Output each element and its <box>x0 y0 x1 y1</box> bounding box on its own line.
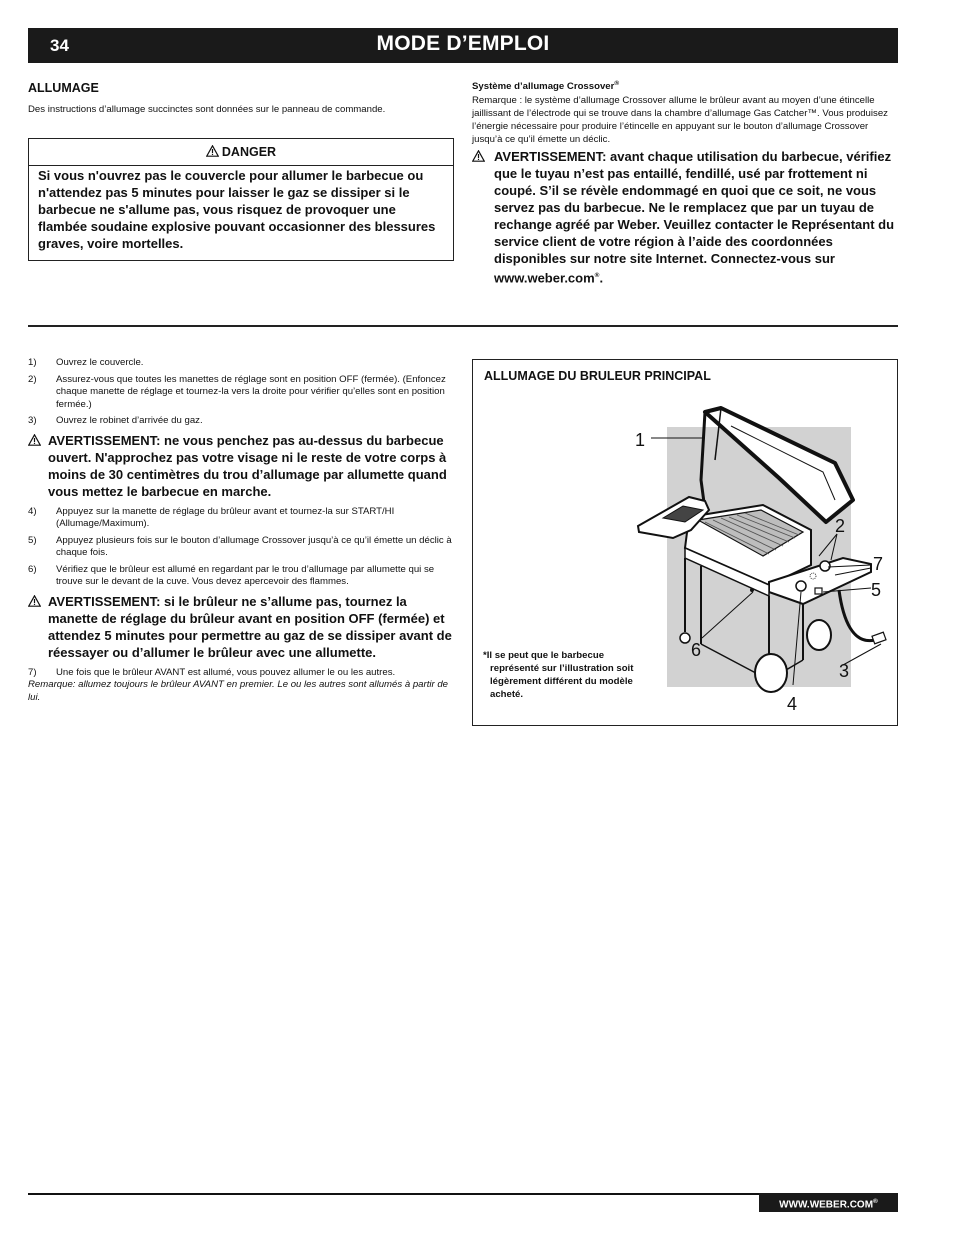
warning-triangle-icon <box>206 145 219 157</box>
figure-note: *Il se peut que le barbecue représenté sur l’illustration soit légèrement différent du modèle acheté. <box>483 650 634 700</box>
callout-1: 1 <box>635 430 646 450</box>
callout-2: 2 <box>835 516 846 536</box>
crossover-title <box>472 80 619 92</box>
list-item: 2) Assurez-vous que toutes les manettes de réglage sont en position OFF (fermée). (Enfoncez chaque manette de réglage et tournez-la vers la droite pour vérifier qu’elles sont en position fermée.) <box>28 373 446 410</box>
callout-7: 7 <box>873 554 884 574</box>
ignition-intro: Des instructions d’allumage succinctes sont données sur le panneau de commande. <box>28 104 386 115</box>
list-item: 1) Ouvrez le couvercle. <box>28 357 144 368</box>
crossover-warning-text: AVERTISSEMENT: avant chaque utilisation du barbecue, vérifiez que le tuyau n’est pas entaillé, fendillé, usé par frottement ni coupé. S’il se révèle endommagé en quoi que ce soit, ne vous servez pas du barbecue. Ne le remplacez que par un tuyau de rechange agréé par Weber. Veuillez contacter le Représentant du service client de votre région à l’aide des coordonnées disponibles sur notre site Internet. Connectez-vous sur www.weber.com <box>494 149 895 286</box>
figure-box <box>472 359 898 726</box>
page-number: 34 <box>50 36 69 55</box>
section-title-ignition: ALLUMAGE <box>28 81 99 95</box>
figure-title: ALLUMAGE DU BRULEUR PRINCIPAL <box>484 369 711 383</box>
footer-website-reg: ® <box>873 1198 878 1205</box>
warning-triangle-icon <box>28 434 41 446</box>
crossover-warning-end: . <box>599 270 604 286</box>
warning-no-light <box>28 593 454 661</box>
steps-list <box>28 357 454 704</box>
list-item: 4) Appuyez sur la manette de réglage du brûleur avant et tournez-la sur START/HI (Allumage/Maximum). <box>28 505 395 529</box>
crossover-title-reg: ® <box>614 80 620 87</box>
list-item: 5) Appuyez plusieurs fois sur le bouton d’allumage Crossover jusqu’à ce qu’il émette un déclic à chaque fois. <box>28 534 452 558</box>
footer-website-text: WWW.WEBER.COM <box>779 1199 874 1211</box>
callout-5: 5 <box>871 580 882 600</box>
final-note: Remarque: allumez toujours le brûleur AVANT en premier. Le ou les autres sont allumés à partir de lui. <box>28 679 449 703</box>
warning-no-light-text: AVERTISSEMENT: si le brûleur ne s’allume pas, tournez la manette de réglage du brûleur avant en position OFF (fermée) et attendez 5 minutes pour permettre au gaz de se dissiper avant de réessayer ou d’allumer le brûleur avec une allumette. <box>48 593 452 660</box>
footer-website <box>759 1193 898 1212</box>
warning-triangle-icon <box>28 595 41 607</box>
crossover-remark: Remarque : le système d’allumage Crossover allume le brûleur avant au moyen d’une étincelle jaillissant de l’électrode qui se trouve dans la chambre d’allumage Gas Catcher™. Vous produisez l’énergie nécessaire pour produire l’étincelle en appuyant sur le bouton d’allumage Crossover jusqu’à ce qu’il émette un déclic. <box>472 95 888 145</box>
crossover-warning <box>472 148 896 286</box>
page-header <box>28 28 898 63</box>
warning-lean <box>28 432 454 500</box>
danger-divider <box>29 165 453 166</box>
danger-heading-label: DANGER <box>221 145 277 159</box>
callout-4: 4 <box>787 694 798 714</box>
danger-box <box>28 138 454 261</box>
section-divider <box>28 325 898 327</box>
callout-3: 3 <box>839 661 850 681</box>
warning-lean-text: AVERTISSEMENT: ne vous penchez pas au-dessus du barbecue ouvert. N'approchez pas votre visage ni le reste de votre corps à moins de 30 centimètres du trou d’allumage par allumette quand vous mettez le barbecue en marche. <box>48 432 447 499</box>
list-item: 3) Ouvrez le robinet d’arrivée du gaz. <box>28 415 203 426</box>
warning-triangle-icon <box>472 150 485 162</box>
crossover-warning-reg: ® <box>594 272 600 279</box>
callout-6: 6 <box>691 640 702 660</box>
list-item: 7) Une fois que le brûleur AVANT est allumé, vous pouvez allumer le ou les autres. <box>28 666 396 678</box>
list-item: 6) Vérifiez que le brûleur est allumé en regardant par le trou d’allumage par allumette qui se trouve sur le devant de la cuve. Vous devez apercevoir des flammes. <box>28 563 435 587</box>
danger-heading <box>29 145 453 159</box>
page-title: MODE D’EMPLOI <box>376 32 550 55</box>
danger-text: Si vous n'ouvrez pas le couvercle pour allumer le barbecue ou n'attendez pas 5 minutes pour laisser le gaz se dissiper si le barbecue ne s'allume pas, vous risquez de provoquer une flambée soudaine explosive pouvant occasionner des blessures graves, voire mortelles. <box>38 168 436 251</box>
crossover-title-text: Système d’allumage Crossover <box>472 81 615 93</box>
